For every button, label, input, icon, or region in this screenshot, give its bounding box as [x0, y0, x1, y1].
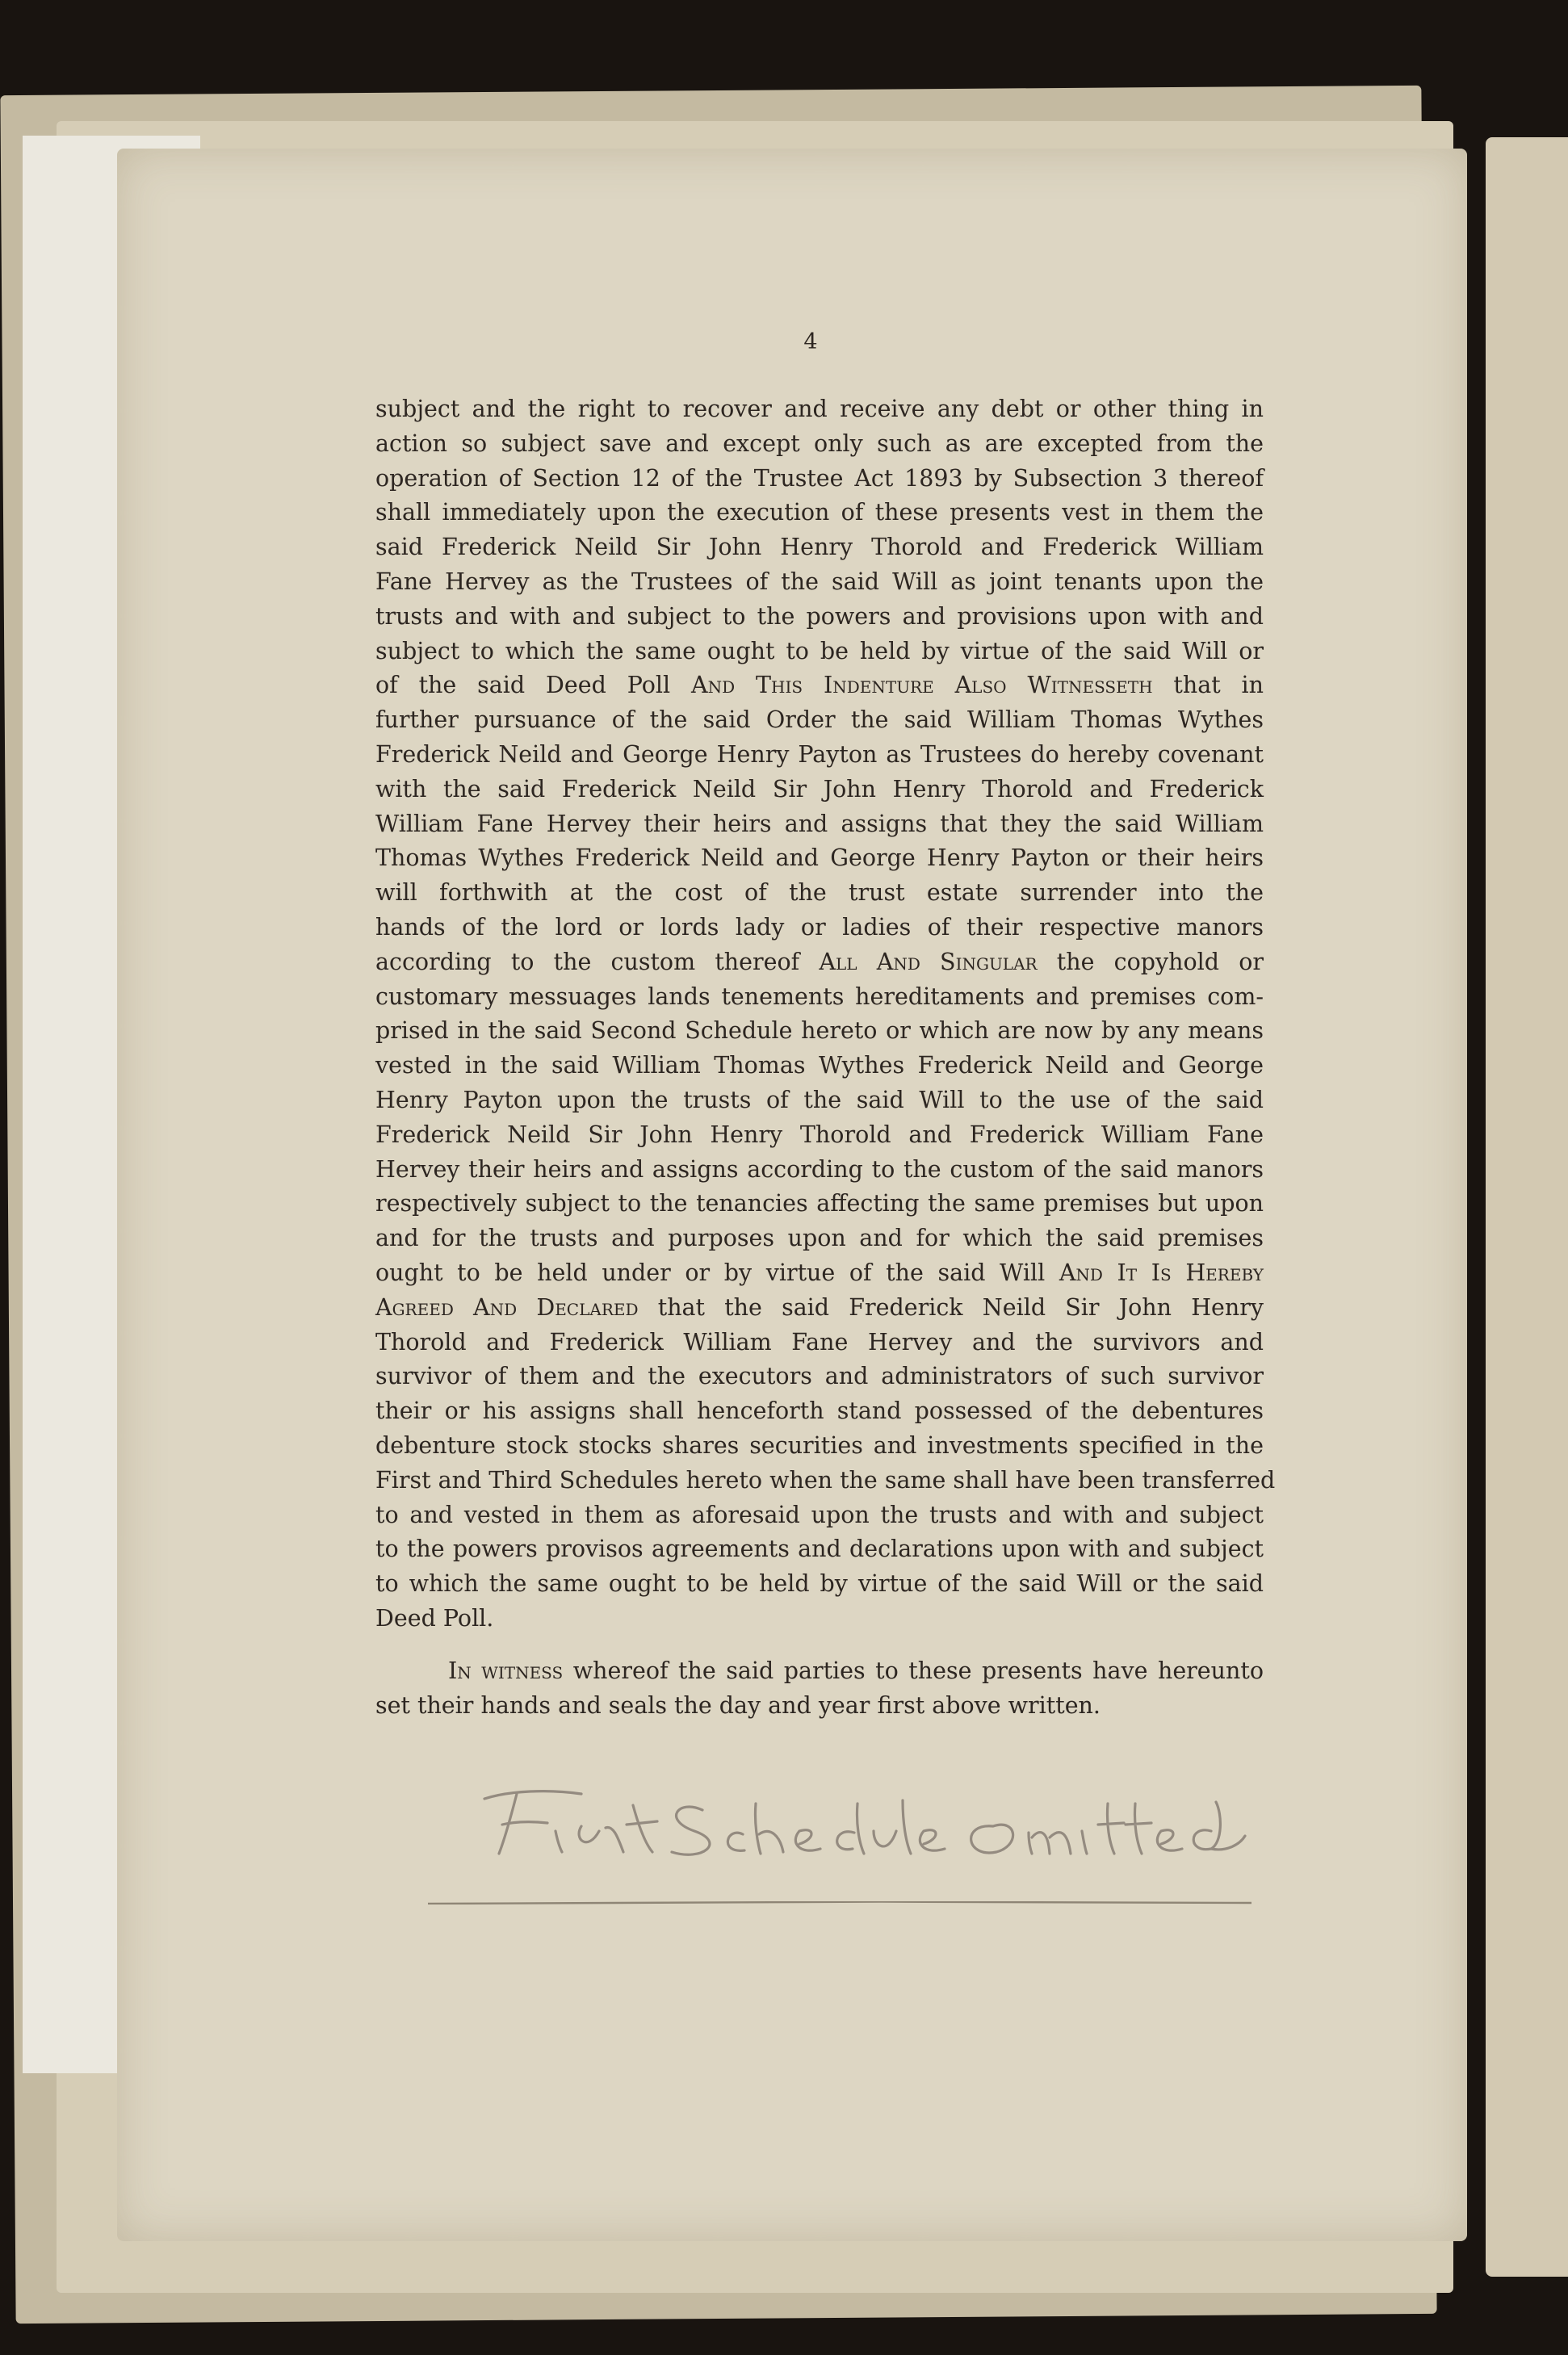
body-line: of the said Deed Poll And This Indenture Also Witnesseth that in [375, 672, 1264, 699]
body-paragraph [375, 392, 1276, 1636]
closing-paragraph [375, 1653, 1264, 1723]
body-line: Henry Payton upon the trusts of the said Will to the use of the said [375, 1086, 1264, 1113]
body-line: subject to which the same ought to be held by virtue of the said Will or [375, 637, 1264, 664]
body-line: operation of Section 12 of the Trustee Act 1893 by Subsection 3 thereof [375, 464, 1264, 492]
body-line: ought to be held under or by virtue of the said Will And It Is Hereby [375, 1259, 1264, 1286]
body-line: trusts and with and subject to the powers and provisions upon with and [375, 602, 1264, 630]
body-line: prised in the said Second Schedule hereto or which are now by any means [375, 1017, 1264, 1045]
pencil-rule [428, 1901, 1251, 1905]
handwritten-annotation [460, 1775, 1251, 1863]
page-number: 4 [803, 329, 818, 354]
body-line: to the powers provisos agreements and declarations upon with and subject [375, 1536, 1264, 1563]
body-line: hands of the lord or lords lady or ladies of their respective manors [375, 913, 1264, 941]
body-line: said Frederick Neild Sir John Henry Thorold and Frederick William [375, 534, 1264, 561]
body-line: will forthwith at the cost of the trust estate surrender into the [375, 879, 1264, 907]
body-line: vested in the said William Thomas Wythes Frederick Neild and George [375, 1052, 1264, 1079]
body-line: Agreed And Declared that the said Frederick Neild Sir John Henry [375, 1293, 1264, 1321]
body-line: further pursuance of the said Order the said William Thomas Wythes [375, 706, 1264, 734]
body-line: Hervey their heirs and assigns according to the custom of the said manors [375, 1155, 1264, 1183]
closing-line: set their hands and seals the day and year first above written. [375, 1692, 1101, 1719]
closing-line: In witness whereof the said parties to these presents have hereunto [448, 1657, 1264, 1684]
body-line: with the said Frederick Neild Sir John Henry Thorold and Frederick [375, 775, 1264, 802]
body-line: to which the same ought to be held by virtue of the said Will or the said [375, 1570, 1264, 1598]
facing-page-edge [1486, 137, 1568, 2277]
body-line: Deed Poll. [375, 1604, 494, 1632]
body-line: according to the custom thereof All And Singular the copyhold or [375, 948, 1264, 975]
body-line: First and Third Schedules hereto when the same shall have been transferred [375, 1466, 1276, 1494]
body-line: subject and the right to recover and receive any debt or other thing in [375, 396, 1264, 422]
body-line: to and vested in them as aforesaid upon the trusts and with and subject [375, 1501, 1264, 1528]
body-line: Fane Hervey as the Trustees of the said Will as joint tenants upon the [375, 568, 1264, 595]
body-line: Thomas Wythes Frederick Neild and George Henry Payton or their heirs [375, 844, 1264, 872]
body-line: and for the trusts and purposes upon and for which the said premises [375, 1225, 1264, 1252]
body-line: debenture stock stocks shares securities and investments specified in the [375, 1431, 1264, 1459]
body-line: survivor of them and the executors and administrators of such survivor [375, 1363, 1264, 1390]
body-line: Frederick Neild and George Henry Payton as Trustees do hereby covenant [375, 740, 1264, 768]
body-line: customary messuages lands tenements hereditaments and premises com- [375, 983, 1264, 1010]
body-line: action so subject save and except only such as are excepted from the [375, 430, 1264, 457]
body-line: William Fane Hervey their heirs and assigns that they the said William [375, 810, 1264, 837]
body-line: their or his assigns shall henceforth stand possessed of the debentures [375, 1397, 1264, 1425]
body-line: shall immediately upon the execution of these presents vest in them the [375, 499, 1264, 526]
body-line: Frederick Neild Sir John Henry Thorold and Frederick William Fane [375, 1121, 1264, 1148]
body-line: Thorold and Frederick William Fane Hervey and the survivors and [375, 1328, 1264, 1356]
body-line: respectively subject to the tenancies affecting the same premises but upon [375, 1190, 1264, 1217]
